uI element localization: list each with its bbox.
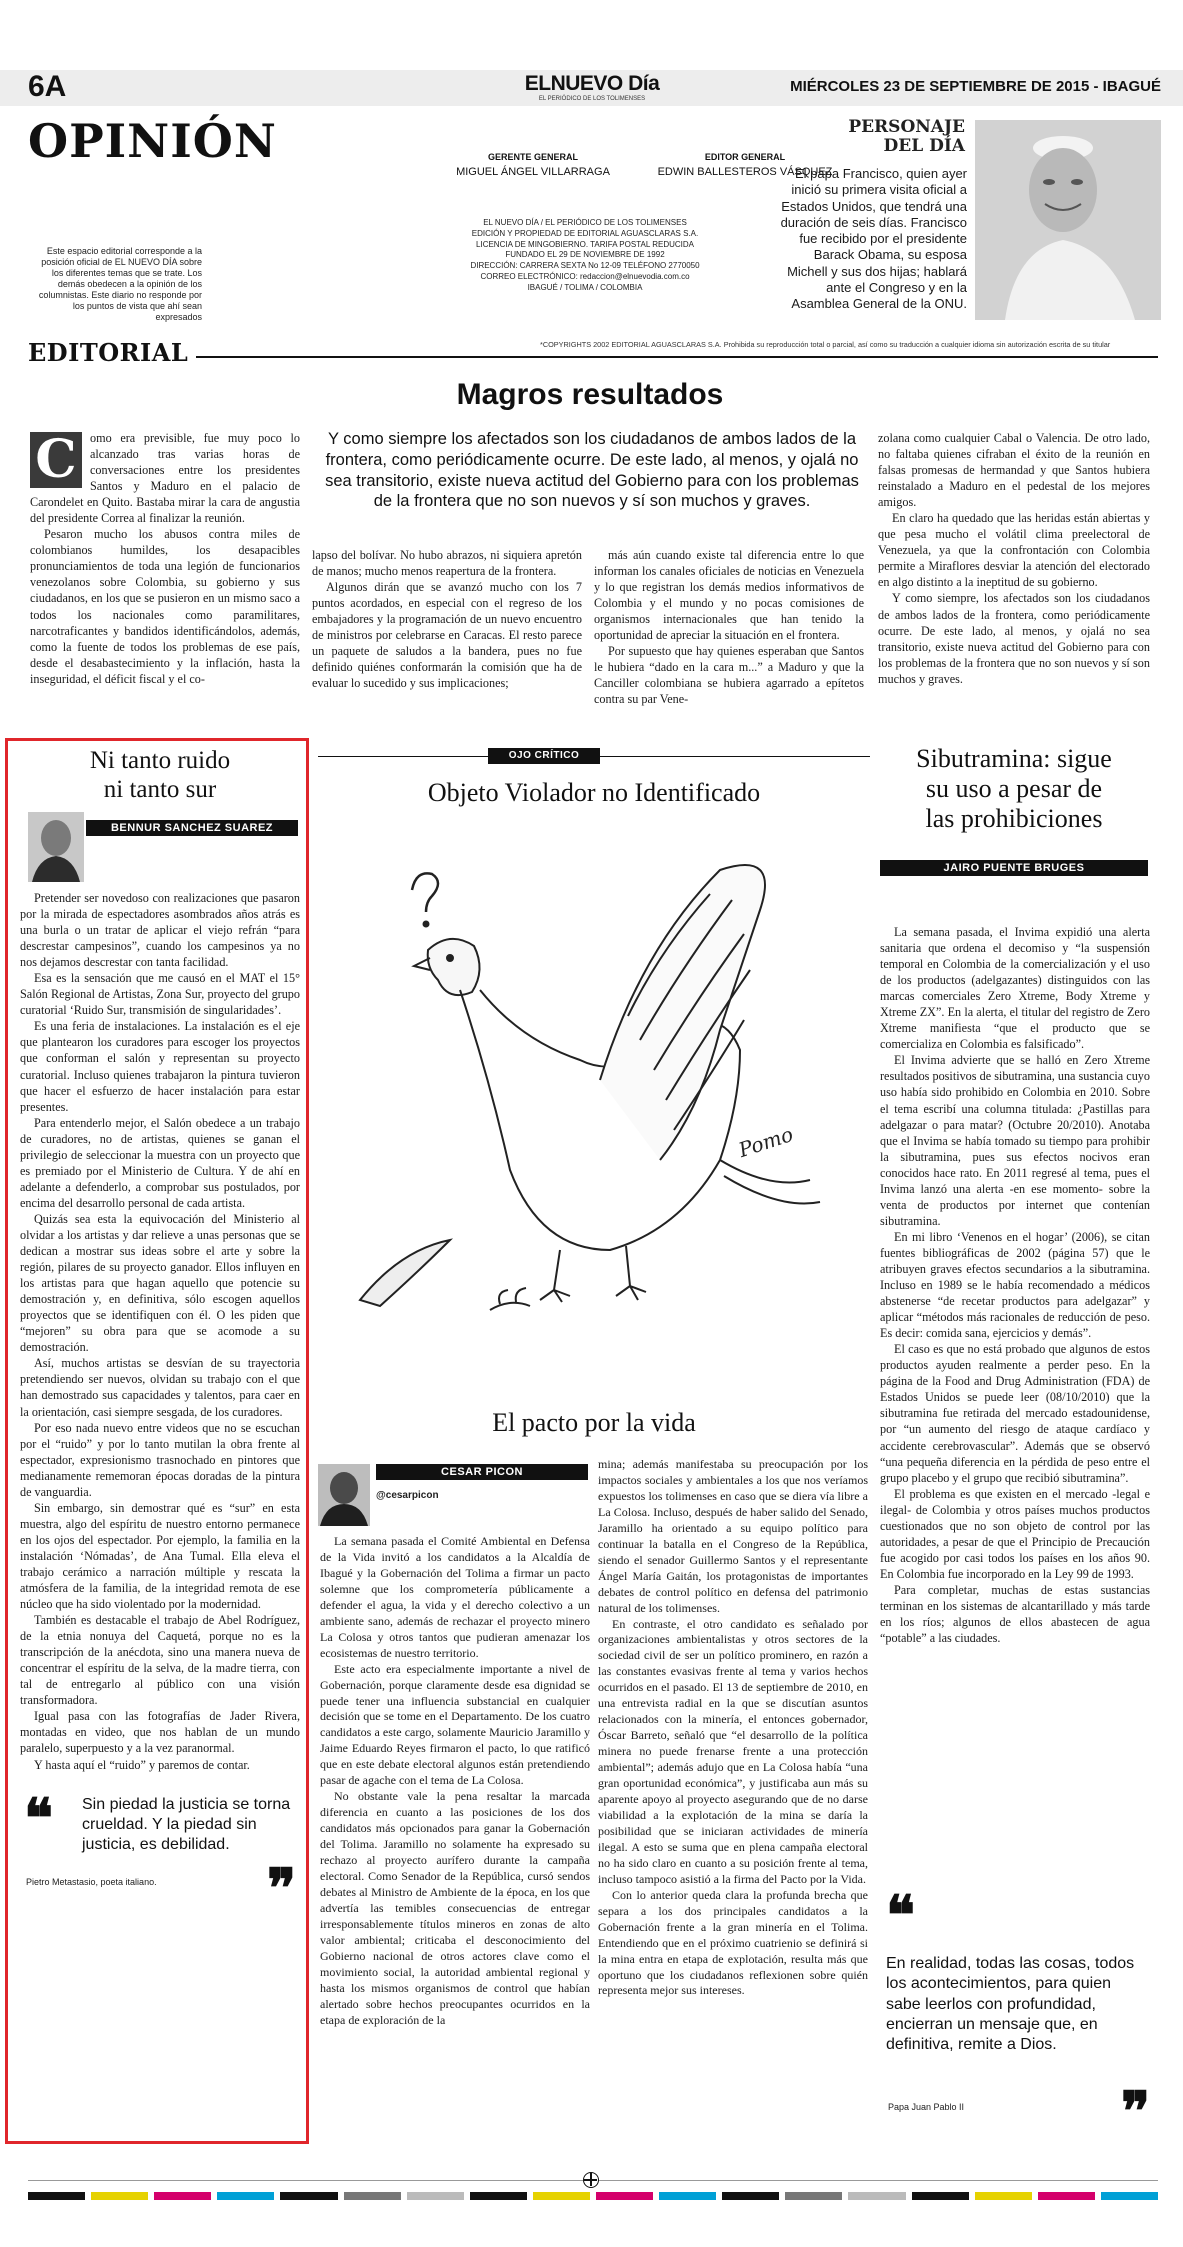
gerente-role: GERENTE GENERAL [487,152,578,162]
editor-name: EDWIN BALLESTEROS VÁSQUEZ [657,166,833,178]
section-title: OPINIÓN [28,114,277,168]
close-quote-icon: ❞ [266,1855,296,1920]
right-headline [878,744,1150,834]
color-swatch [1038,2192,1095,2200]
pacto-col1 [320,1534,590,2029]
pacto-author-portrait [318,1464,370,1526]
paragraph: Sin embargo, sin demostrar qué es “sur” en esta muestra, algo del espíritu de nuestro entorno permanece en los ojos del espectador. Por ejemplo, la familia en la instalación ‘Nómadas’, de Ana Tumal. Ella eleva el trabajo cerámico a narración múltiple y rescata la atmósfera de la familia, de la integridad remota de ese núcleo que ha sido violentado por la modernidad. [20,1500,300,1612]
dropcap: C [30,432,82,488]
paragraph: Quizás sea esta la equivocación del Ministerio al olvidar a los artistas y dar relieve a unas personas que se dedican a mostrar sus ideas sobre el arte y sobre la región, pilares de su proyecto ganador. Ellos influyen en los artistas para que hagan aquello que potencie su demostración y, en definitiva, sólo escogen aquellos proyectos que se identifiquen con él. O les piden que “mejoren” su obra para que se acomode a su demostración. [20,1211,300,1355]
paragraph: Y hasta aquí el “ruido” y paremos de contar. [34,1757,250,1772]
color-swatch [659,2192,716,2200]
dove-cartoon [340,830,860,1330]
gerente-name: MIGUEL ÁNGEL VILLARRAGA [456,166,610,178]
color-swatch [848,2192,905,2200]
pope-portrait [975,120,1161,320]
left-author-bar: BENNUR SANCHEZ SUAREZ [86,820,298,836]
pacto-handle: @cesarpicon [376,1490,439,1501]
color-swatch [533,2192,590,2200]
masthead-info-line: CORREO ELECTRÓNICO: redaccion@elnuevodia.com.co [480,271,690,281]
paragraph: Para completar, muchas de estas sustancias terminan en los sistemas de alcantarillado y más tarde en los ríos; algunos de ellos abastecen de agua “potable” a las ciudades. [880,1582,1150,1646]
color-bar [28,2192,1158,2200]
paragraph: El problema es que existen en el mercado -legal e ilegal- de Colombia y otros países muchos productos cuestionados que no son objeto de control por las autoridades, a pesar de que el Principio de Precaución fue acogido por casi todos los países en los años 90. En Colombia fue incorporado en la Ley 99 de 1993. [880,1486,1150,1581]
logo-tagline: EL PERIÓDICO DE LOS TOLIMENSES [538,96,646,102]
personaje-title-line1: PERSONAJE [848,117,965,137]
editorial-col4 [878,430,1150,687]
registration-mark-icon [583,2172,599,2188]
color-swatch [280,2192,337,2200]
author-portrait [28,812,84,882]
pacto-author-bar: CESAR PICON [376,1464,588,1480]
paragraph: omo era previsible, fue muy poco lo alcanzado tras varias horas de conversaciones entre los presidentes Santos y Maduro en el palacio de Carondelet en Quito. Bastaba mirar la cara de angustia del presidente Correa al finalizar la reunión. [30,431,300,526]
masthead-info-line: LICENCIA DE MINGOBIERNO. TARIFA POSTAL REDUCIDA [476,239,694,249]
right-author-bar: JAIRO PUENTE BRUGES [880,860,1148,876]
paragraph: Pesaron mucho los abusos contra miles de colombianos humildes, los desapacibles pronunciamientos de toda una legión de funcionarios venezolanos sobre Colombia, su gobierno y sus ciudadanos, en los que se pusieron en un mismo saco a todos los nacionales como paramilitares, narcotraficantes y bandidos identificándolos, además, como la fuente de todos los problemas de ese país, desde el desabastecimiento y la inflación, hasta la inseguridad, el déficit fiscal y el co- [30,527,300,686]
paragraph: Para entenderlo mejor, el Salón obedece a un trabajo de curadores, no de artistas, quienes se ganan el privilegio de seleccionar la muestra con un proyecto que es premiado por el Ministerio de Cultura. Y de ahí en adelante a defenderlo, a comprobar sus postulados, por encima del desarrollo personal de cada artista. [20,1115,300,1210]
paragraph: En claro ha quedado que las heridas están abiertas y que pesa mucho el volátil clima preelectoral de Venezuela, ya que la confrontación con Colombia permite a Miraflores desviar la atención del electorado en algo distinto a la ineptitud de su gobierno. [878,511,1150,590]
paragraph: Esa es la sensación que me causó en el MAT el 15° Salón Regional de Artistas, Zona Sur, proyecto del grupo curatorial ‘Ruido Sur, transmisión de singularidades’. [20,971,300,1018]
editorial-col1 [30,430,300,687]
right-quote-author: Papa Juan Pablo II [888,2102,965,2112]
right-body [880,924,1150,1646]
right-headline-line3: las prohibiciones [925,804,1103,833]
editorial-deck: Y como siempre los afectados son los ciudadanos de ambos lados de la frontera, como periódicamente ocurre. De este lado, al menos, y ojalá no sea transitorio, existe nueva actitud del Gobierno para con los problemas de la frontera que no son nuevos y sí son muchos y graves. [325,430,859,511]
paragraph: Con lo anterior queda clara la profunda brecha que separa a los dos principales candidatos a la Gobernación frente a la gran minería en el Tolima. Entendiendo que en el próximo cuatrienio se definirá si la mina entra en etapa de explotación, resulta más que oportuno que los ciudadanos reflexionen sobre quién representa mejor sus intereses. [598,1887,868,1998]
color-swatch [154,2192,211,2200]
masthead-info-line: DIRECCIÓN: CARRERA SEXTA No 12-09 TELÉFONO 2770050 [470,261,700,271]
cartoon-label: OJO CRÍTICO [488,748,600,764]
color-swatch [217,2192,274,2200]
disclaimer: Este espacio editorial corresponde a la posición oficial de EL NUEVO DÍA sobre los diferentes temas que se trate. Los demás obedecen a la opinión de los columnistas. Este diario no responde por los puntos de vista que ahí sean expresados [38,246,202,322]
color-swatch [785,2192,842,2200]
editorial-col3 [594,547,864,707]
right-open-quote-icon: ❝ [886,1883,916,1947]
masthead-gerente [408,152,658,178]
left-byline [20,812,300,888]
left-body [20,890,300,1773]
copyright: *COPYRIGHTS 2002 EDITORIAL AGUASCLARAS S.A. Prohibida su reproducción total o parcial, así como su traducción a cualquier idioma sin autorización escrita de su titular [540,340,1155,349]
masthead-info-line: EL NUEVO DÍA / EL PERIÓDICO DE LOS TOLIMENSES [483,218,687,227]
left-quote-author: Pietro Metastasio, poeta italiano. [26,1876,157,1887]
paragraph: La semana pasada el Comité Ambiental en Defensa de la Vida invitó a los candidatos a la Alcaldía de Ibagué y la Gobernación del Tolima a firmar un pacto solemne que los comprometería públicamente a defender el agua, la vida y el derecho colectivo a un ambiente sano, además de rechazar el proyecto minero La Colosa y otros tantos que pudieran amenazar los ecosistemas de nuestro territorio. [320,1534,590,1660]
pacto-author-photo [318,1464,370,1526]
masthead-info-line: FUNDADO EL 29 DE NOVIEMBRE DE 1992 [505,250,665,260]
color-swatch [28,2192,85,2200]
color-swatch [344,2192,401,2200]
paragraph: La semana pasada, el Invima expidió una alerta sanitaria que ordena el decomiso y “la suspensión temporal en Colombia de la comercialización y el uso de los productos (adelgazantes) distinguidos con las marcas comerciales Zero Xtreme, Body Xtreme y Xtreme ZX”. En la alerta, el titular del registro de Zero Xtreme manifiesta “que el producto que se comercializa en Colombia es falsificado”. [880,925,1150,1052]
issue-date: MIÉRCOLES 23 DE SEPTIEMBRE DE 2015 - IBAGUÉ [790,78,1161,95]
color-swatch [975,2192,1032,2200]
editorial-col2 [312,547,582,691]
paragraph: En contraste, el otro candidato es señalado por organizaciones ambientalistas y otros sectores de la sociedad civil de ser un político prominero, en razón a las constantes evasivas frente al tema y varios hechos ocurridos en el pasado. El 13 de septiembre de 2010, en una entrevista radial en la que se discutían asuntos relacionados con la minería, el entonces gobernador, Óscar Barreto, señaló que “el desarrollo de la política minera no puede frenarse frente a una protección ambiental”; además adujo que en La Colosa había “una gran oportunidad económica”, y justificaba aun más su aparente apoyo al proyecto asegurando que de no darse viabilidad a la explotación de la mina se daría la posibilidad que se iniciaran actividades de minería ilegal. A esto se suma que en plena campaña electoral no ha sido claro en cuanto a su posición frente al tema, incluso tampoco asistió a la firma del Pacto por la Vida. [598,1616,868,1886]
paragraph: El caso es que no está probado que algunos de estos productos ayuden realmente a perder peso. En la página de la Food and Drug Administration (FDA) de Estados Unidos se puede leer (08/10/2010) que la sibutramina fue retirada del mercado estadounidense, por “un aumento del riesgo de ataque cardíaco y accidente cerebrovascular”. Además que se observó “una pequeña diferencia en la pérdida de peso entre el grupo placebo y el grupo que recibió sibutramina”. [880,1342,1150,1485]
newspaper-logo [512,72,672,102]
editorial-rule [28,356,1158,358]
paragraph: Por eso nada nuevo entre videos que no se escuchan por el “ruido” y por lo tanto mutilan la obra frente al espectador, expresionismo trasnochado en pintores que medianamente rememoran épocas doradas de la pintura de vanguardia. [20,1420,300,1499]
open-quote-icon: ❝ [24,1785,54,1850]
color-swatch [470,2192,527,2200]
color-swatch [596,2192,653,2200]
personaje-photo [975,120,1161,320]
paragraph: mina; además manifestaba su preocupación por los impactos sociales y ambientales a los que nos veríamos expuestos los tolimenses en caso que se diera vía libre a La Colosa. Incluso, después de haber salido del Senado, Jaramillo ha orientado a su equipo político para continuar la batalla en el Congreso de la República, siendo el senador Guillermo Santos y el representante Ángel María Gaitán, los protagonistas de importantes debates de control político en defensa del patrimonio natural de los tolimenses. [598,1457,868,1615]
right-close-quote-icon: ❞ [1120,2079,1150,2143]
cartoon-illustration [340,830,860,1330]
paragraph: más aún cuando existe tal diferencia entre lo que informan los canales oficiales de noticias en Venezuela y lo que registran los demás medios informativos de Colombia y el mundo y no pocas comisiones de organismos internacionales que han tenido la oportunidad de apreciar la situación en el frontera. [594,548,864,643]
paragraph: No obstante vale la pena resaltar la marcada diferencia en cuanto a las posiciones de los dos candidatos más opcionados para ganar la Gobernación del Tolima. Jaramillo no solamente ha expresado su rechazo al proyecto aurífero durante la campaña electoral. Como Senador de la República, cursó sendos debates al Ministro de Ambiente de la época, en los que advertía las temibles consecuencias de entregar irresponsablemente títulos mineros en zonas de alto valor ambiental; criticaba el desconocimiento del Gobierno nacional de otros actores clave como el movimiento social, la autoridad ambiental regional y hasta los mismos organismos de control que habían alertado sobre hechos preocupantes ocurridos en la etapa de exploración de la [320,1789,590,2027]
personaje-title-line2: DEL DÍA [883,136,965,156]
color-swatch [91,2192,148,2200]
left-author-photo [28,812,84,882]
paragraph: Y como siempre, los afectados son los ciudadanos de ambos lados de la frontera, como periódicamente ocurre. De este lado, al menos, y ojalá no sea transitorio, existe nueva actitud del Gobierno para con los problemas de la frontera que no son nuevos y sí son muchos y graves. [878,591,1150,686]
paragraph: En mi libro ‘Venenos en el hogar’ (2006), se citan fuentes bibliográficas de 2002 (página 57) que le atribuyen graves efectos secundarios a la sibutramina. Incluso en 1989 se le había recomendado a médicos abstenerse “de recetar productos para adelgazar” y aplicar “métodos más racionales de reducción de peso. Es decir: comida sana, ejercicios y demás”. [880,1229,1150,1341]
page-number: 6A [28,70,67,103]
left-quote-text: Sin piedad la justicia se torna crueldad. Y la piedad sin justicia, es debilidad. [82,1795,291,1853]
masthead-info [430,218,740,294]
right-quote-text: En realidad, todas las cosas, todos los acontecimientos, para quien sabe leerlos con profundidad, encierran un mensaje que, en definitiva, remite a Dios. [886,1955,1135,2054]
cartoon-signature: Pomo [735,1121,797,1163]
pacto-headline: El pacto por la vida [492,1408,696,1437]
editorial-label: EDITORIAL [28,338,196,367]
right-headline-line1: Sibutramina: sigue [916,744,1112,773]
right-quote [880,1883,1152,2143]
paragraph: lapso del bolívar. No hubo abrazos, ni siquiera apretón de manos; mucho menos reapertura de la frontera. [312,548,582,579]
personaje-title [785,118,965,156]
paragraph: Igual pasa con las fotografías de Jader Rivera, montadas en video, que nos hablan de un mundo paralelo, superpuesto y a la vez paranormal. [20,1709,300,1756]
color-swatch [722,2192,779,2200]
editorial-headline: Magros resultados [456,378,724,411]
left-headline [20,746,300,804]
left-headline-line1: Ni tanto ruido [89,747,231,774]
left-column [20,746,300,1920]
paragraph: Pretender ser novedoso con realizaciones que pasaron por la mirada de espectadores asombrados años atrás es una burla o un tratar de aplicar el viejo refrán “para descrestar campesinos”, cuando los campesinos ya no nos dejamos descrestar con tanta facilidad. [20,891,300,970]
color-swatch [1101,2192,1158,2200]
paragraph: Es una feria de instalaciones. La instalación es el eje que plantearon los curadores para escoger los proyectos que conforman el salón y representan su proyecto curatorial. Incluso quienes trabajaron la pintura tuvieron que hacer el esfuerzo de hacer instalación para estar presentes. [20,1019,300,1114]
editor-role: EDITOR GENERAL [704,152,786,162]
right-headline-line2: su uso a pesar de [925,774,1103,803]
color-swatch [407,2192,464,2200]
pacto-byline [318,1460,590,1540]
paragraph: También es destacable el trabajo de Abel Rodríguez, de la etnia nonuya del Caquetá, porque no es la transcripción de la anécdota, sino una manera nueva de concentrar el espíritu de la selva, de la madre tierra, con tal de entregarlo al público con una visión transformadora. [20,1613,300,1708]
left-headline-line2: ni tanto sur [103,776,217,803]
pacto-col2 [598,1457,868,1999]
masthead-info-line: IBAGUÉ / TOLIMA / COLOMBIA [527,282,643,292]
personaje-text: El papa Francisco, quien ayer inició su primera visita oficial a Estados Unidos, que tendrá una duración de seis días. Francisco fue recibido por el presidente Barack Obama, su esposa Michell y sus dos hijas; hablará ante el Congreso y en la Asamblea General de la ONU. [780,166,967,312]
paragraph: Por supuesto que hay quienes esperaban que Santos le hubiera “dado en la cara m...” a Maduro y que la Canciller colombiana se hubiera agarrado a epítetos contra su par Vene- [594,644,864,707]
paragraph: Algunos dirán que se avanzó mucho con los 7 puntos acordados, en especial con el regreso de los embajadores y la programación de un nuevo encuentro de ministros por celebrarse en Caracas. El resto parece un paquete de saludos a la bandera, pues no fue definido quiénes conformarán la comisión que ha de evaluar lo sucedido y sus implicaciones; [312,580,582,691]
paragraph: Así, muchos artistas se desvían de su trayectoria pretendiendo ser nuevos, olvidan su trabajo con el que han demostrado sus capacidades y talentos, para caer en la orientación, casi siempre sesgada, de los curadores. [20,1356,300,1419]
paragraph: zolana como cualquier Cabal o Valencia. De otro lado, no faltaba quienes cifraban el éxito de la reunión en falsas promesas de hermandad y que Santos hubiera reinstalado a Maduro en el pedestal de los mejores amigos. [878,431,1150,510]
logo-text: ELNUEVO Día [524,72,660,95]
masthead-info-line: EDICIÓN Y PROPIEDAD DE EDITORIAL AGUASCLARAS S.A. [471,228,699,238]
paragraph: Este acto era especialmente importante a nivel de Gobernación, porque claramente desde esa dignidad se puede tener una influencia substancial en cualquier decisión que se tome en el Departamento. De los cuatro candidatos a este cargo, solamente Mauricio Jaramillo y Jaime Eduardo Reyes firmaron el pacto, lo que ratificó que en este debate electoral algunos están pretendiendo pasar de agache con el tema de La Colosa. [320,1661,590,1788]
left-quote [20,1785,300,1920]
color-swatch [912,2192,969,2200]
paragraph: El Invima advierte que se halló en Zero Xtreme resultados positivos de sibutramina, una sustancia cuyo uso había sido prohibido en Colombia en 2010. Sobre el tema escribí una columna titulada: ¿Pastillas para adelgazar o para matar? (Octubre 20/2010). Anotaba que el Invima se había tomado su tiempo para prohibir la sibutramina, pues sus efectos nocivos eran conocidos hace rato. En 2011 regresé al tema, pues el Invima lanzó una alerta -en ese momento- sobre la venta de productos por internet que contenían sibutramina. [880,1053,1150,1228]
cartoon-title: Objeto Violador no Identificado [427,778,761,807]
